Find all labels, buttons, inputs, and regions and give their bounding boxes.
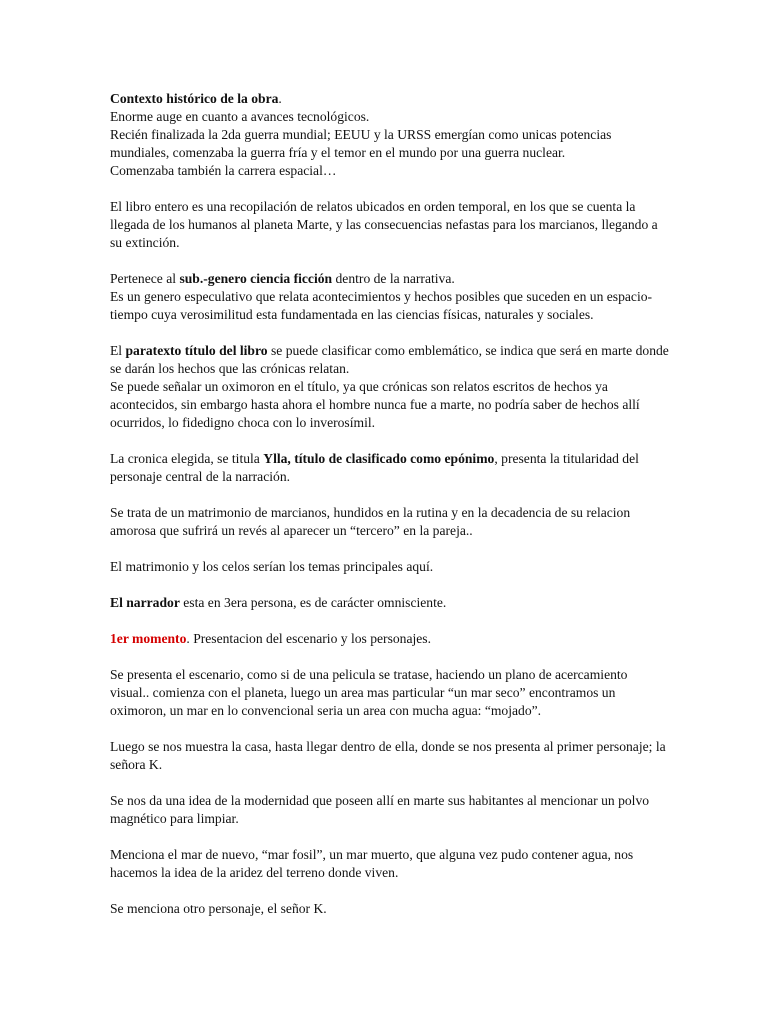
highlight-label: 1er momento: [110, 631, 187, 646]
text-line: Enorme auge en cuanto a avances tecnológicos.: [110, 109, 370, 124]
text-line: Comenzaba también la carrera espacial…: [110, 163, 337, 178]
paragraph-mr-k: Se menciona otro personaje, el señor K.: [110, 901, 327, 916]
paragraph-chosen-chronicle: La cronica elegida, se titula Ylla, título de clasificado como epónimo, presenta la titularidad del personaje central de la narración.: [110, 451, 639, 484]
section-heading: Contexto histórico de la obra: [110, 91, 279, 106]
paragraph-historical-context: Contexto histórico de la obra. Enorme auge en cuanto a avances tecnológicos. Recién finalizada la 2da guerra mundial; EEUU y la URSS emergían como unicas potencias mundiales, comenzaba la guerra fría y el temor en el mundo por una guerra nuclear. Comenzaba también la carrera espacial…: [110, 91, 612, 178]
bold-term: paratexto título del libro: [125, 343, 268, 358]
text-line: Recién finalizada la 2da guerra mundial; EEUU y la URSS emergían como unicas potencias mundiales, comenzaba la guerra fría y el temor en el mundo por una guerra nuclear.: [110, 127, 612, 160]
paragraph-book-summary: El libro entero es una recopilación de relatos ubicados en orden temporal, en los que se cuenta la llegada de los humanos al planeta Marte, y las consecuencias nefastas para los marcianos, llegando a su extinción.: [110, 199, 658, 250]
bold-term: El narrador: [110, 595, 180, 610]
paragraph-marriage: Se trata de un matrimonio de marcianos, hundidos en la rutina y en la decadencia de su relacion amorosa que sufrirá un revés al aparecer un “tercero” en la pareja..: [110, 505, 631, 538]
bold-term: sub.-genero ciencia ficción: [179, 271, 333, 286]
paragraph-house: Luego se nos muestra la casa, hasta llegar dentro de ella, donde se nos presenta al primer personaje; la señora K.: [110, 739, 666, 772]
paragraph-narrator: El narrador esta en 3era persona, es de carácter omnisciente.: [110, 595, 447, 610]
paragraph-themes: El matrimonio y los celos serían los temas principales aquí.: [110, 559, 434, 574]
bold-term: Ylla, título de clasificado como epónimo: [263, 451, 495, 466]
paragraph-fossil-sea: Menciona el mar de nuevo, “mar fosil”, un mar muerto, que alguna vez pudo contener agua, nos hacemos la idea de la aridez del terreno donde viven.: [110, 847, 634, 880]
paragraph-paratext: El paratexto título del libro se puede clasificar como emblemático, se indica que será en marte donde se darán los hechos que las crónicas relatan. Se puede señalar un oximoron en el título, ya que crónicas son relatos escritos de hechos ya acontecidos, sin embargo hasta ahora el hombre nunca fue a marte, no podría saber de hechos allí ocurridos, lo fidedigno choca con lo inverosímil.: [110, 343, 669, 430]
paragraph-modernity: Se nos da una idea de la modernidad que poseen allí en marte sus habitantes al mencionar un polvo magnético para limpiar.: [110, 793, 650, 826]
paragraph-setting: Se presenta el escenario, como si de una pelicula se tratase, haciendo un plano de acercamiento visual.. comienza con el planeta, luego un area mas particular “un mar seco” encontramos un oximoron, un mar en lo convencional seria un area con mucha agua: “mojado”.: [110, 667, 628, 718]
document-page: [110, 90, 670, 936]
paragraph-first-moment: 1er momento. Presentacion del escenario y los personajes.: [110, 631, 431, 646]
paragraph-genre: Pertenece al sub.-genero ciencia ficción dentro de la narrativa. Es un genero especulativo que relata acontecimientos y hechos posibles que suceden en un espacio-tiempo cuya verosimilitud esta fundamentada en las ciencias físicas, naturales y sociales.: [110, 271, 653, 322]
